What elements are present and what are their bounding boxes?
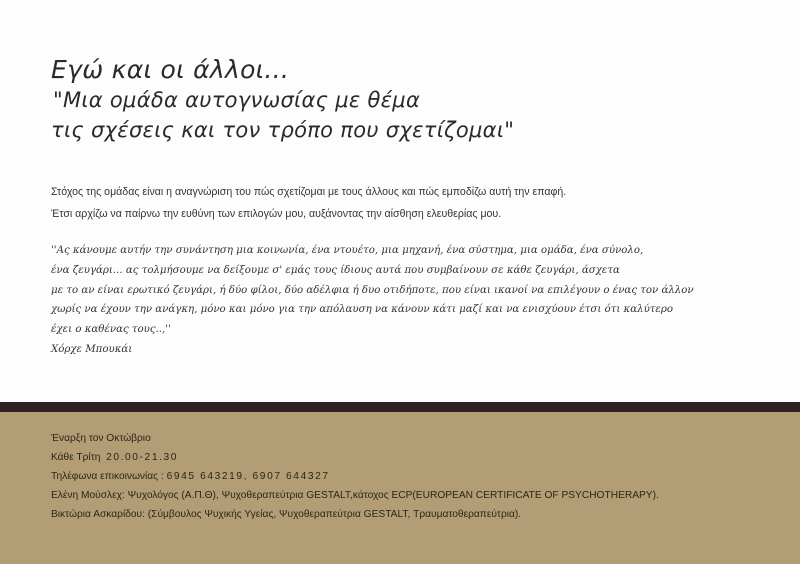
goal-paragraph [51,181,566,225]
phones-label: Τηλέφωνα επικοινωνίας : [51,471,164,482]
quote-line-1: ''Ας κάνουμε αυτήν την συνάντηση μια κοινωνία, ένα ντουέτο, μια μηχανή, ένα σύστημα, μια ομάδα, ένα σύνολο, [51,245,644,256]
title-line-1: Εγώ και οι άλλοι... [51,55,290,84]
quote-block [51,241,694,360]
title-line-3: τις σχέσεις και τον τρόπο που σχετίζομαι" [51,118,515,142]
goal-line-2: Έτσι αρχίζω να παίρνω την ευθύνη των επιλογών μου, αυξάνοντας την αίσθηση ελευθερίας μου. [51,208,502,220]
schedule-label: Κάθε Τρίτη [51,452,101,463]
schedule-time: 20.00-21.30 [106,452,179,463]
quote-line-3: με το αν είναι ερωτικό ζευγάρι, ή δύο φίλοι, δύο αδέλφια ή δυο οτιδήποτε, που είναι ικανοί να επιλέγουν ο ένας τον άλλον [51,284,694,296]
phones-value: 6945 643219, 6907 644327 [166,471,330,482]
person-2-credentials: Βικτώρια Ασκαρίδου: (Σύμβουλος Ψυχικής Υγείας, Ψυχοθεραπεύτρια GESTALT, Τραυματοθεραπεύτρια). [51,509,522,520]
contact-phones [51,467,659,486]
quote-line-4: χωρίς να έχουν την ανάγκη, μόνο και μόνο για την απόλαυση να κάνουν κάτι μαζί και να ενισχύουν έτσι ότι καλύτερο [51,304,673,316]
info-block [51,429,659,524]
quote-line-5: έχει ο καθένας τους..,'' [51,324,171,336]
quote-author: Χόρχε Μπουκάι [51,343,133,355]
person-1-credentials: Ελένη Μούσλεχ: Ψυχολόγος (Α.Π.Θ), Ψυχοθεραπεύτρια GESTALT,κάτοχος ECP(EUROPEAN CERTIFICATE OF PSYCHOTHERAPY). [51,490,659,501]
quote-line-2: ένα ζευγάρι... ας τολμήσουμε να δείξουμε σ' εμάς τους ίδιους αυτά που συμβαίνουν σε κάθε ζευγάρι, άσχετα [51,264,620,276]
goal-line-1: Στόχος της ομάδας είναι η αναγνώριση του πώς σχετίζομαι με τους άλλους και πώς εμποδίζω αυτή την επαφή. [51,186,567,198]
title-line-2: "Μια ομάδα αυτογνωσίας με θέμα [53,88,421,112]
start-date: Έναρξη τον Οκτώβριο [51,433,151,444]
page-title [51,55,514,145]
schedule [51,448,659,467]
divider-bar [0,402,800,412]
